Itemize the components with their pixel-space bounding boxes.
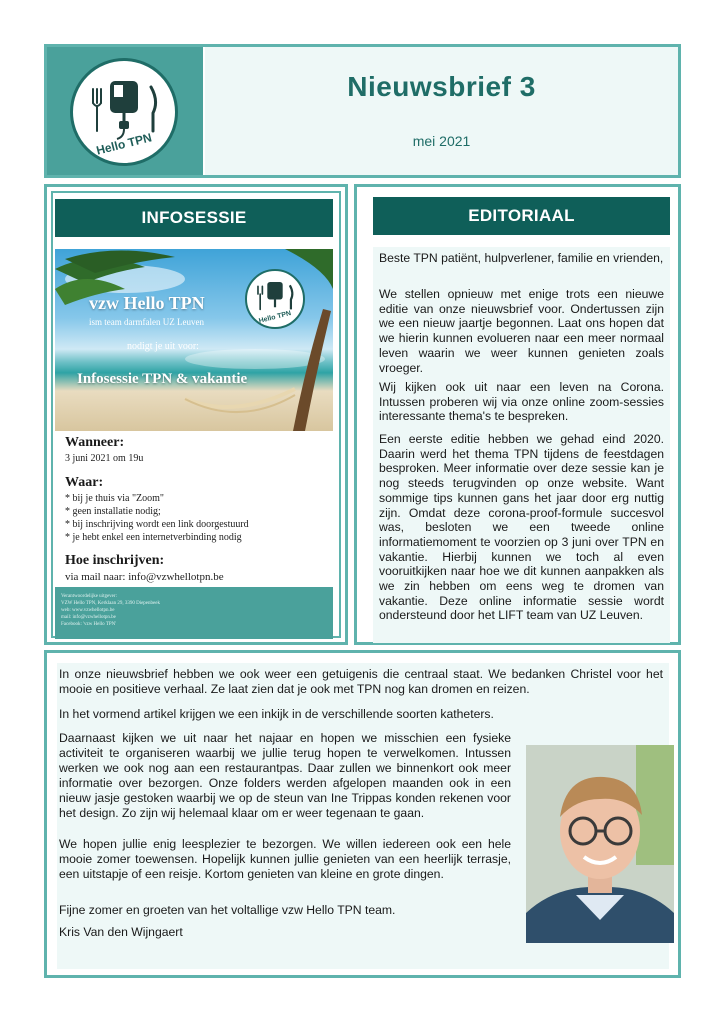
editoriaal-paragraph: Wij kijken ook uit naar een leven na Corona. Intussen proberen wij via onze online zoom-sessies interessante thema's te bespreken. [379,380,664,424]
logo-panel [47,47,203,175]
intro-paragraph: Daarnaast kijken we uit naar het najaar en hopen we misschien een fysieke activiteit te organiseren waarbij we jullie terug hopen te verwelkomen. Intussen werken we ook nog aan een restaurantpas. Daar zullen we binnenkort ook meer informatie over bezorgen. Onze folders werden afgelopen maanden ook in een nieuw jasje gestoken waarbij we op de steun van Ine Trippas konden rekenen voor het design. Zo zijn wij helemaal klaar om er weer tegenaan te gaan. [59,731,511,820]
infosessie-section [44,184,348,645]
flyer-where-item: * bij inschrijving wordt een link doorgestuurd [65,519,249,530]
logo-text: Hello TPN [94,130,154,158]
flyer-register-label: Hoe inschrijven: [65,553,165,568]
editoriaal-heading: EDITORIAAL [373,197,670,235]
flyer-where-item: * bij je thuis via "Zoom" [65,493,164,504]
flyer-where-item: * je hebt enkel een internetverbinding nodig [65,532,242,543]
flyer-footer-line: VZW Hello TPN, Kerklaan 29, 3390 Diepenbeek [61,601,160,606]
editoriaal-paragraph: Beste TPN patiënt, hulpverlener, familie en vrienden, [379,251,664,265]
flyer-invite: nodigt je uit voor: [127,341,199,352]
flyer-footer-line: web: www.vzwhellotpn.be [61,608,115,613]
intro-paragraph: In het vormend artikel krijgen we een inkijk in de verschillende soorten katheters. [59,707,494,721]
signature-name: Kris Van den Wijngaert [59,925,183,939]
hello-tpn-logo [70,58,178,166]
beach-image [55,249,333,431]
flyer-where-item: * geen installatie nodig; [65,506,161,517]
editoriaal-paragraph: We stellen opnieuw met enige trots een nieuwe editie van onze nieuwsbrief voor. Ondertussen zijn we een nieuw jaartje begonnen. Laat ons hopen dat we hierin kunnen evolueren naar een meer normaal leven waarin we weer kunnen genieten zoals vroeger. [379,287,664,375]
flyer-footer-line: mail: info@vzwhellotpn.be [61,615,116,620]
editoriaal-paragraph: Een eerste editie hebben we gehad eind 2020. Daarin werd het thema TPN tijdens de feestdagen besproken. Meer informatie over deze sessie kan je nog steeds terugvinden op onze website. Want sommige tips kunnen gans het jaar door erg nuttig zijn. Omdat deze corona-proof-formule succesvol was, besloten we een tweede online informatiemoment te voorzien op 3 juni over TPN en vakantie. Hierbij kunnen we toch al even vooruitkijken naar hoe we dit kunnen aanpakken als we zin hebben om eens weg te dromen van vakantie. Deze online informatie sessie wordt ondersteund door het LIFT team van UZ Leuven. [379,432,664,623]
infosessie-flyer [55,249,333,639]
flyer-logo [245,269,305,329]
newsletter-header [44,44,681,178]
flyer-footer-line: Verantwoordelijke uitgever: [61,594,117,599]
editoriaal-section [354,184,681,645]
flyer-when-text: 3 juni 2021 om 19u [65,453,144,464]
newsletter-title: Nieuwsbrief 3 [347,71,536,102]
flyer-when-label: Wanneer: [65,435,125,450]
flyer-logo-text: Hello TPN [258,310,292,325]
intro-text [57,663,669,969]
author-photo [526,745,674,943]
flyer-where-label: Waar: [65,475,104,490]
flyer-event-title: Infosessie TPN & vakantie [77,371,248,387]
flyer-footer [55,587,333,639]
flyer-footer-line: Facebook: 'vzw Hello TPN' [61,622,117,627]
flyer-register-text: via mail naar: info@vzwhellotpn.be [65,571,224,583]
portrait-illustration [526,745,674,943]
flyer-subtitle: ism team darmfalen UZ Leuven [89,317,204,327]
intro-paragraph: Fijne zomer en groeten van het voltallige vzw Hello TPN team. [59,903,396,917]
flyer-org-name: vzw Hello TPN [89,293,205,313]
title-panel [205,47,678,175]
editoriaal-text [373,247,670,643]
intro-section [44,650,681,978]
infosessie-heading: INFOSESSIE [55,199,333,237]
newsletter-date: mei 2021 [412,133,471,149]
intro-paragraph: We hopen jullie enig leesplezier te bezorgen. We willen iedereen ook een hele mooie zomer toewensen. Hopelijk kunnen jullie genieten van een heerlijk terrasje, een uitstapje of een reisje. Kortom genieten van kleine en grote dingen. [59,837,511,881]
intro-paragraph: In onze nieuwsbrief hebben we ook weer een getuigenis die centraal staat. We bedanken Christel voor het mooie en positieve verhaal. Ze laat zien dat je ook met TPN nog kan dromen en reizen. [59,667,663,696]
